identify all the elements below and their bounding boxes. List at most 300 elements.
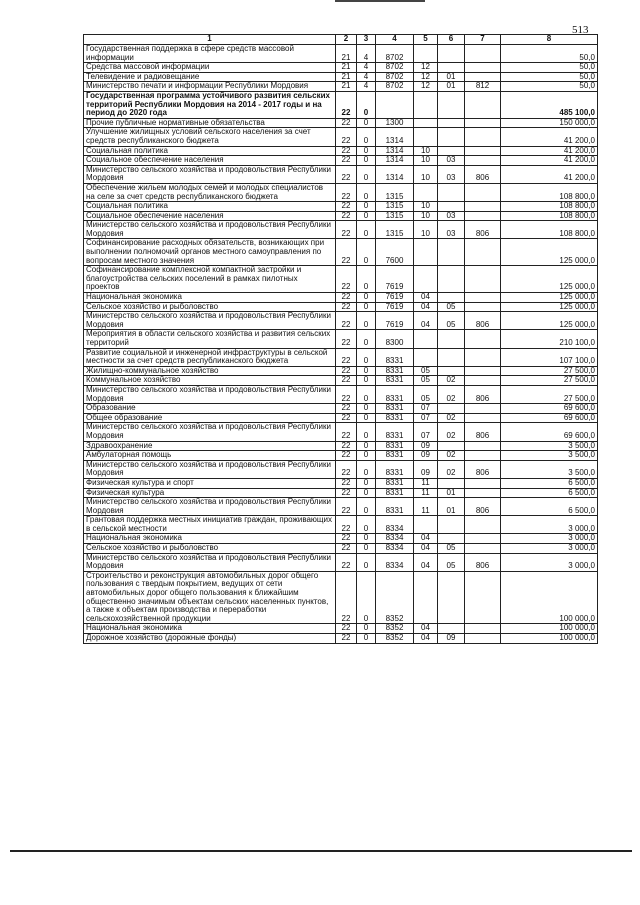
row-code-cell: 04 bbox=[414, 312, 438, 330]
row-code-cell: 0 bbox=[357, 441, 376, 451]
row-code-cell: 10 bbox=[414, 146, 438, 156]
row-amount-cell: 108 800,0 bbox=[501, 202, 598, 212]
row-amount-cell: 3 000,0 bbox=[501, 534, 598, 544]
row-amount-cell: 69 600,0 bbox=[501, 413, 598, 423]
table-row bbox=[84, 423, 598, 441]
row-code-cell: 04 bbox=[414, 302, 438, 312]
row-code-cell: 22 bbox=[336, 385, 357, 403]
row-code-cell: 22 bbox=[336, 183, 357, 201]
row-code-cell: 1314 bbox=[376, 128, 414, 146]
row-code-cell: 4 bbox=[357, 72, 376, 82]
table-row bbox=[84, 266, 598, 293]
table-row bbox=[84, 634, 598, 644]
row-code-cell: 0 bbox=[357, 91, 376, 118]
row-code-cell: 02 bbox=[438, 413, 465, 423]
row-code-cell: 0 bbox=[357, 498, 376, 516]
row-code-cell: 0 bbox=[357, 404, 376, 414]
row-code-cell: 0 bbox=[357, 553, 376, 571]
row-code-cell bbox=[465, 63, 501, 73]
row-amount-cell: 41 200,0 bbox=[501, 146, 598, 156]
row-code-cell: 1314 bbox=[376, 165, 414, 183]
row-code-cell: 03 bbox=[438, 156, 465, 166]
row-code-cell bbox=[438, 128, 465, 146]
row-code-cell bbox=[465, 211, 501, 221]
row-name-cell: Министерство сельского хозяйства и продовольствия Республики Мордовия bbox=[84, 312, 336, 330]
row-amount-cell: 27 500,0 bbox=[501, 366, 598, 376]
row-code-cell: 8331 bbox=[376, 385, 414, 403]
row-code-cell: 04 bbox=[414, 624, 438, 634]
table-row bbox=[84, 128, 598, 146]
row-name-cell: Социальная политика bbox=[84, 146, 336, 156]
row-code-cell: 4 bbox=[357, 45, 376, 63]
row-code-cell: 0 bbox=[357, 366, 376, 376]
row-code-cell: 22 bbox=[336, 553, 357, 571]
row-amount-cell: 125 000,0 bbox=[501, 312, 598, 330]
row-code-cell: 10 bbox=[414, 165, 438, 183]
column-header: 6 bbox=[438, 35, 465, 45]
row-name-cell: Софинансирование расходных обязательств, возникающих при выполнении полномочий органов местного самоуправления по вопросам местного значения bbox=[84, 239, 336, 266]
row-code-cell: 0 bbox=[357, 128, 376, 146]
row-code-cell: 22 bbox=[336, 413, 357, 423]
row-code-cell bbox=[438, 330, 465, 348]
row-name-cell: Дорожное хозяйство (дорожные фонды) bbox=[84, 634, 336, 644]
row-code-cell: 21 bbox=[336, 82, 357, 92]
row-name-cell: Улучшение жилищных условий сельского населения за счет средств республиканского бюджета bbox=[84, 128, 336, 146]
row-amount-cell: 125 000,0 bbox=[501, 293, 598, 303]
row-code-cell: 21 bbox=[336, 45, 357, 63]
row-code-cell: 05 bbox=[438, 312, 465, 330]
row-code-cell: 8334 bbox=[376, 553, 414, 571]
row-code-cell bbox=[465, 293, 501, 303]
row-code-cell: 11 bbox=[414, 488, 438, 498]
row-code-cell: 04 bbox=[414, 634, 438, 644]
row-code-cell: 09 bbox=[414, 451, 438, 461]
row-code-cell: 10 bbox=[414, 221, 438, 239]
row-code-cell: 7619 bbox=[376, 266, 414, 293]
row-code-cell bbox=[465, 451, 501, 461]
row-code-cell bbox=[465, 376, 501, 386]
row-name-cell: Коммунальное хозяйство bbox=[84, 376, 336, 386]
row-code-cell: 22 bbox=[336, 366, 357, 376]
row-amount-cell: 100 000,0 bbox=[501, 624, 598, 634]
row-code-cell bbox=[465, 146, 501, 156]
row-code-cell: 0 bbox=[357, 423, 376, 441]
row-code-cell bbox=[465, 348, 501, 366]
row-code-cell: 09 bbox=[414, 460, 438, 478]
row-code-cell: 02 bbox=[438, 423, 465, 441]
row-code-cell bbox=[465, 239, 501, 266]
row-code-cell: 8331 bbox=[376, 441, 414, 451]
row-amount-cell: 125 000,0 bbox=[501, 266, 598, 293]
row-code-cell bbox=[438, 478, 465, 488]
row-name-cell: Сельское хозяйство и рыболовство bbox=[84, 302, 336, 312]
row-code-cell: 806 bbox=[465, 460, 501, 478]
bottom-rule bbox=[10, 850, 632, 852]
row-code-cell: 22 bbox=[336, 624, 357, 634]
table-row bbox=[84, 516, 598, 534]
row-code-cell bbox=[438, 183, 465, 201]
row-code-cell: 10 bbox=[414, 202, 438, 212]
row-code-cell: 806 bbox=[465, 385, 501, 403]
row-code-cell: 0 bbox=[357, 460, 376, 478]
table-row bbox=[84, 451, 598, 461]
row-code-cell: 7619 bbox=[376, 312, 414, 330]
table-row bbox=[84, 183, 598, 201]
row-amount-cell: 108 800,0 bbox=[501, 221, 598, 239]
row-code-cell: 05 bbox=[438, 553, 465, 571]
row-name-cell: Обеспечение жильем молодых семей и молодых специалистов на селе за счет средств республиканского бюджета bbox=[84, 183, 336, 201]
row-code-cell bbox=[438, 63, 465, 73]
row-code-cell: 8300 bbox=[376, 330, 414, 348]
row-name-cell: Министерство сельского хозяйства и продовольствия Республики Мордовия bbox=[84, 165, 336, 183]
row-code-cell: 0 bbox=[357, 478, 376, 488]
row-name-cell: Министерство сельского хозяйства и продовольствия Республики Мордовия bbox=[84, 498, 336, 516]
row-name-cell: Строительство и реконструкция автомобильных дорог общего пользования с твердым покрытием, ведущих от сети автомобильных дорог общего пользования к ближайшим общественно значимым объектам сельских населенных пунктов, а также к объектам производства и переработки сельскохозяйственной продукции bbox=[84, 571, 336, 624]
row-name-cell: Министерство печати и информации Республики Мордовия bbox=[84, 82, 336, 92]
row-amount-cell: 3 000,0 bbox=[501, 516, 598, 534]
row-code-cell: 0 bbox=[357, 146, 376, 156]
row-amount-cell: 50,0 bbox=[501, 63, 598, 73]
row-code-cell: 07 bbox=[414, 423, 438, 441]
row-code-cell bbox=[465, 45, 501, 63]
row-code-cell: 8352 bbox=[376, 571, 414, 624]
row-code-cell: 01 bbox=[438, 72, 465, 82]
row-amount-cell: 27 500,0 bbox=[501, 385, 598, 403]
row-code-cell: 0 bbox=[357, 312, 376, 330]
row-name-cell: Министерство сельского хозяйства и продовольствия Республики Мордовия bbox=[84, 553, 336, 571]
row-code-cell bbox=[465, 634, 501, 644]
row-code-cell: 8331 bbox=[376, 366, 414, 376]
row-amount-cell: 125 000,0 bbox=[501, 302, 598, 312]
row-code-cell bbox=[438, 91, 465, 118]
row-code-cell: 22 bbox=[336, 451, 357, 461]
row-code-cell bbox=[465, 202, 501, 212]
row-code-cell: 22 bbox=[336, 516, 357, 534]
row-code-cell: 806 bbox=[465, 312, 501, 330]
row-code-cell: 8331 bbox=[376, 413, 414, 423]
row-code-cell bbox=[438, 404, 465, 414]
row-code-cell: 1300 bbox=[376, 118, 414, 128]
row-code-cell: 22 bbox=[336, 330, 357, 348]
row-code-cell: 22 bbox=[336, 423, 357, 441]
column-header: 4 bbox=[376, 35, 414, 45]
row-amount-cell: 3 500,0 bbox=[501, 441, 598, 451]
row-code-cell: 1315 bbox=[376, 211, 414, 221]
table-row bbox=[84, 293, 598, 303]
row-code-cell: 8331 bbox=[376, 488, 414, 498]
row-amount-cell: 3 500,0 bbox=[501, 460, 598, 478]
row-code-cell: 0 bbox=[357, 534, 376, 544]
row-code-cell: 03 bbox=[438, 211, 465, 221]
row-code-cell: 22 bbox=[336, 202, 357, 212]
row-code-cell: 05 bbox=[414, 385, 438, 403]
row-code-cell bbox=[465, 624, 501, 634]
row-code-cell: 1315 bbox=[376, 202, 414, 212]
row-amount-cell: 6 500,0 bbox=[501, 498, 598, 516]
row-name-cell: Здравоохранение bbox=[84, 441, 336, 451]
row-code-cell: 22 bbox=[336, 302, 357, 312]
row-code-cell: 0 bbox=[357, 624, 376, 634]
row-code-cell: 0 bbox=[357, 385, 376, 403]
budget-table bbox=[83, 34, 598, 644]
row-code-cell: 0 bbox=[357, 293, 376, 303]
row-code-cell: 05 bbox=[438, 544, 465, 554]
row-code-cell bbox=[465, 156, 501, 166]
row-code-cell bbox=[465, 302, 501, 312]
table-row bbox=[84, 165, 598, 183]
row-name-cell: Развитие социальной и инженерной инфраструктуры в сельской местности за счет средств республиканского бюджета bbox=[84, 348, 336, 366]
row-code-cell: 8331 bbox=[376, 404, 414, 414]
row-code-cell: 12 bbox=[414, 72, 438, 82]
column-header: 5 bbox=[414, 35, 438, 45]
row-code-cell: 22 bbox=[336, 239, 357, 266]
row-code-cell bbox=[438, 202, 465, 212]
row-amount-cell: 50,0 bbox=[501, 45, 598, 63]
row-code-cell: 02 bbox=[438, 451, 465, 461]
row-code-cell: 8702 bbox=[376, 45, 414, 63]
row-code-cell: 8702 bbox=[376, 63, 414, 73]
row-code-cell: 22 bbox=[336, 534, 357, 544]
table-row bbox=[84, 239, 598, 266]
row-code-cell bbox=[465, 478, 501, 488]
row-code-cell: 11 bbox=[414, 498, 438, 516]
row-name-cell: Физическая культура и спорт bbox=[84, 478, 336, 488]
row-code-cell: 02 bbox=[438, 460, 465, 478]
row-code-cell: 0 bbox=[357, 488, 376, 498]
table-row bbox=[84, 385, 598, 403]
row-code-cell: 0 bbox=[357, 516, 376, 534]
row-code-cell bbox=[465, 91, 501, 118]
row-code-cell: 1315 bbox=[376, 221, 414, 239]
row-code-cell: 22 bbox=[336, 460, 357, 478]
row-code-cell: 01 bbox=[438, 488, 465, 498]
row-code-cell: 8352 bbox=[376, 634, 414, 644]
row-name-cell: Сельское хозяйство и рыболовство bbox=[84, 544, 336, 554]
row-code-cell bbox=[414, 183, 438, 201]
row-amount-cell: 6 500,0 bbox=[501, 488, 598, 498]
table-row bbox=[84, 63, 598, 73]
row-code-cell: 8334 bbox=[376, 534, 414, 544]
row-code-cell: 09 bbox=[414, 441, 438, 451]
row-name-cell: Мероприятия в области сельского хозяйства и развития сельских территорий bbox=[84, 330, 336, 348]
row-code-cell: 10 bbox=[414, 156, 438, 166]
row-code-cell: 05 bbox=[414, 376, 438, 386]
row-code-cell: 22 bbox=[336, 348, 357, 366]
row-code-cell: 0 bbox=[357, 571, 376, 624]
row-code-cell: 8331 bbox=[376, 376, 414, 386]
header-row bbox=[84, 35, 598, 45]
row-code-cell: 22 bbox=[336, 404, 357, 414]
row-code-cell: 22 bbox=[336, 266, 357, 293]
row-amount-cell: 27 500,0 bbox=[501, 376, 598, 386]
row-code-cell bbox=[465, 366, 501, 376]
row-code-cell: 0 bbox=[357, 221, 376, 239]
row-code-cell: 8331 bbox=[376, 423, 414, 441]
row-code-cell: 1314 bbox=[376, 156, 414, 166]
row-amount-cell: 125 000,0 bbox=[501, 239, 598, 266]
row-code-cell: 22 bbox=[336, 312, 357, 330]
row-amount-cell: 50,0 bbox=[501, 82, 598, 92]
row-code-cell bbox=[465, 534, 501, 544]
row-code-cell: 4 bbox=[357, 63, 376, 73]
table-row bbox=[84, 156, 598, 166]
row-code-cell: 22 bbox=[336, 571, 357, 624]
row-code-cell bbox=[414, 266, 438, 293]
table-row bbox=[84, 498, 598, 516]
row-code-cell: 09 bbox=[438, 634, 465, 644]
row-code-cell bbox=[465, 330, 501, 348]
row-amount-cell: 69 600,0 bbox=[501, 423, 598, 441]
row-name-cell: Национальная экономика bbox=[84, 624, 336, 634]
row-name-cell: Грантовая поддержка местных инициатив граждан, проживающих в сельской местности bbox=[84, 516, 336, 534]
row-code-cell bbox=[438, 239, 465, 266]
row-code-cell: 806 bbox=[465, 553, 501, 571]
row-name-cell: Социальное обеспечение населения bbox=[84, 211, 336, 221]
row-code-cell: 22 bbox=[336, 211, 357, 221]
row-code-cell: 22 bbox=[336, 91, 357, 118]
row-code-cell: 02 bbox=[438, 385, 465, 403]
row-code-cell: 07 bbox=[414, 404, 438, 414]
row-code-cell: 1314 bbox=[376, 146, 414, 156]
row-code-cell: 8702 bbox=[376, 72, 414, 82]
row-code-cell: 8331 bbox=[376, 460, 414, 478]
row-amount-cell: 3 000,0 bbox=[501, 544, 598, 554]
row-code-cell: 11 bbox=[414, 478, 438, 488]
row-code-cell bbox=[414, 91, 438, 118]
row-name-cell: Национальная экономика bbox=[84, 534, 336, 544]
row-code-cell: 03 bbox=[438, 221, 465, 239]
scan-mark bbox=[335, 0, 425, 7]
row-code-cell: 8352 bbox=[376, 624, 414, 634]
row-amount-cell: 210 100,0 bbox=[501, 330, 598, 348]
row-code-cell: 07 bbox=[414, 413, 438, 423]
row-code-cell: 0 bbox=[357, 348, 376, 366]
row-code-cell: 0 bbox=[357, 544, 376, 554]
row-code-cell bbox=[414, 128, 438, 146]
row-name-cell: Национальная экономика bbox=[84, 293, 336, 303]
row-code-cell: 0 bbox=[357, 165, 376, 183]
row-code-cell bbox=[438, 45, 465, 63]
row-code-cell bbox=[414, 571, 438, 624]
row-name-cell: Софинансирование комплексной компактной застройки и благоустройства сельских поселений в рамках пилотных проектов bbox=[84, 266, 336, 293]
row-code-cell bbox=[376, 91, 414, 118]
table-row bbox=[84, 478, 598, 488]
row-code-cell bbox=[465, 516, 501, 534]
row-code-cell: 22 bbox=[336, 441, 357, 451]
row-code-cell bbox=[414, 348, 438, 366]
row-code-cell bbox=[414, 239, 438, 266]
row-code-cell: 812 bbox=[465, 82, 501, 92]
row-code-cell: 04 bbox=[414, 544, 438, 554]
row-code-cell bbox=[438, 118, 465, 128]
row-code-cell: 0 bbox=[357, 330, 376, 348]
row-name-cell: Жилищно-коммунальное хозяйство bbox=[84, 366, 336, 376]
row-code-cell: 806 bbox=[465, 423, 501, 441]
row-code-cell: 0 bbox=[357, 211, 376, 221]
table-row bbox=[84, 202, 598, 212]
row-name-cell: Министерство сельского хозяйства и продовольствия Республики Мордовия bbox=[84, 423, 336, 441]
row-amount-cell: 108 800,0 bbox=[501, 211, 598, 221]
row-code-cell: 22 bbox=[336, 146, 357, 156]
row-code-cell: 05 bbox=[438, 302, 465, 312]
row-code-cell: 8331 bbox=[376, 478, 414, 488]
row-code-cell: 22 bbox=[336, 165, 357, 183]
row-code-cell: 8331 bbox=[376, 348, 414, 366]
row-code-cell: 0 bbox=[357, 202, 376, 212]
row-code-cell bbox=[465, 128, 501, 146]
row-amount-cell: 41 200,0 bbox=[501, 156, 598, 166]
row-code-cell: 22 bbox=[336, 634, 357, 644]
row-code-cell: 21 bbox=[336, 63, 357, 73]
table-row bbox=[84, 544, 598, 554]
row-code-cell: 0 bbox=[357, 634, 376, 644]
row-code-cell: 0 bbox=[357, 302, 376, 312]
row-amount-cell: 107 100,0 bbox=[501, 348, 598, 366]
row-code-cell bbox=[465, 266, 501, 293]
row-code-cell: 22 bbox=[336, 293, 357, 303]
row-code-cell: 7619 bbox=[376, 293, 414, 303]
table-row bbox=[84, 45, 598, 63]
row-code-cell bbox=[465, 183, 501, 201]
table-row bbox=[84, 221, 598, 239]
row-code-cell: 12 bbox=[414, 82, 438, 92]
row-code-cell: 04 bbox=[414, 553, 438, 571]
row-code-cell: 01 bbox=[438, 498, 465, 516]
row-code-cell bbox=[465, 571, 501, 624]
table-row bbox=[84, 91, 598, 118]
row-code-cell bbox=[414, 45, 438, 63]
row-code-cell bbox=[414, 118, 438, 128]
table-row bbox=[84, 553, 598, 571]
row-name-cell: Социальное обеспечение населения bbox=[84, 156, 336, 166]
row-name-cell: Физическая культура bbox=[84, 488, 336, 498]
row-code-cell: 22 bbox=[336, 128, 357, 146]
row-name-cell: Амбулаторная помощь bbox=[84, 451, 336, 461]
table-row bbox=[84, 460, 598, 478]
row-code-cell: 8331 bbox=[376, 451, 414, 461]
row-code-cell bbox=[414, 330, 438, 348]
row-amount-cell: 41 200,0 bbox=[501, 165, 598, 183]
row-code-cell: 22 bbox=[336, 544, 357, 554]
row-code-cell bbox=[438, 348, 465, 366]
row-code-cell: 0 bbox=[357, 266, 376, 293]
page-number: 513 bbox=[572, 24, 589, 36]
row-code-cell: 0 bbox=[357, 376, 376, 386]
row-code-cell: 22 bbox=[336, 118, 357, 128]
row-amount-cell: 6 500,0 bbox=[501, 478, 598, 488]
row-code-cell: 7600 bbox=[376, 239, 414, 266]
table-row bbox=[84, 330, 598, 348]
row-code-cell: 22 bbox=[336, 478, 357, 488]
row-code-cell: 0 bbox=[357, 451, 376, 461]
row-code-cell: 21 bbox=[336, 72, 357, 82]
row-code-cell: 22 bbox=[336, 376, 357, 386]
row-name-cell: Телевидение и радиовещание bbox=[84, 72, 336, 82]
row-code-cell bbox=[438, 571, 465, 624]
table-row bbox=[84, 404, 598, 414]
row-code-cell: 12 bbox=[414, 63, 438, 73]
row-code-cell: 0 bbox=[357, 183, 376, 201]
row-code-cell: 01 bbox=[438, 82, 465, 92]
row-code-cell bbox=[438, 516, 465, 534]
row-name-cell: Социальная политика bbox=[84, 202, 336, 212]
row-name-cell: Средства массовой информации bbox=[84, 63, 336, 73]
column-header: 8 bbox=[501, 35, 598, 45]
row-code-cell bbox=[465, 488, 501, 498]
row-code-cell: 04 bbox=[414, 534, 438, 544]
row-code-cell: 8334 bbox=[376, 516, 414, 534]
row-code-cell bbox=[438, 266, 465, 293]
